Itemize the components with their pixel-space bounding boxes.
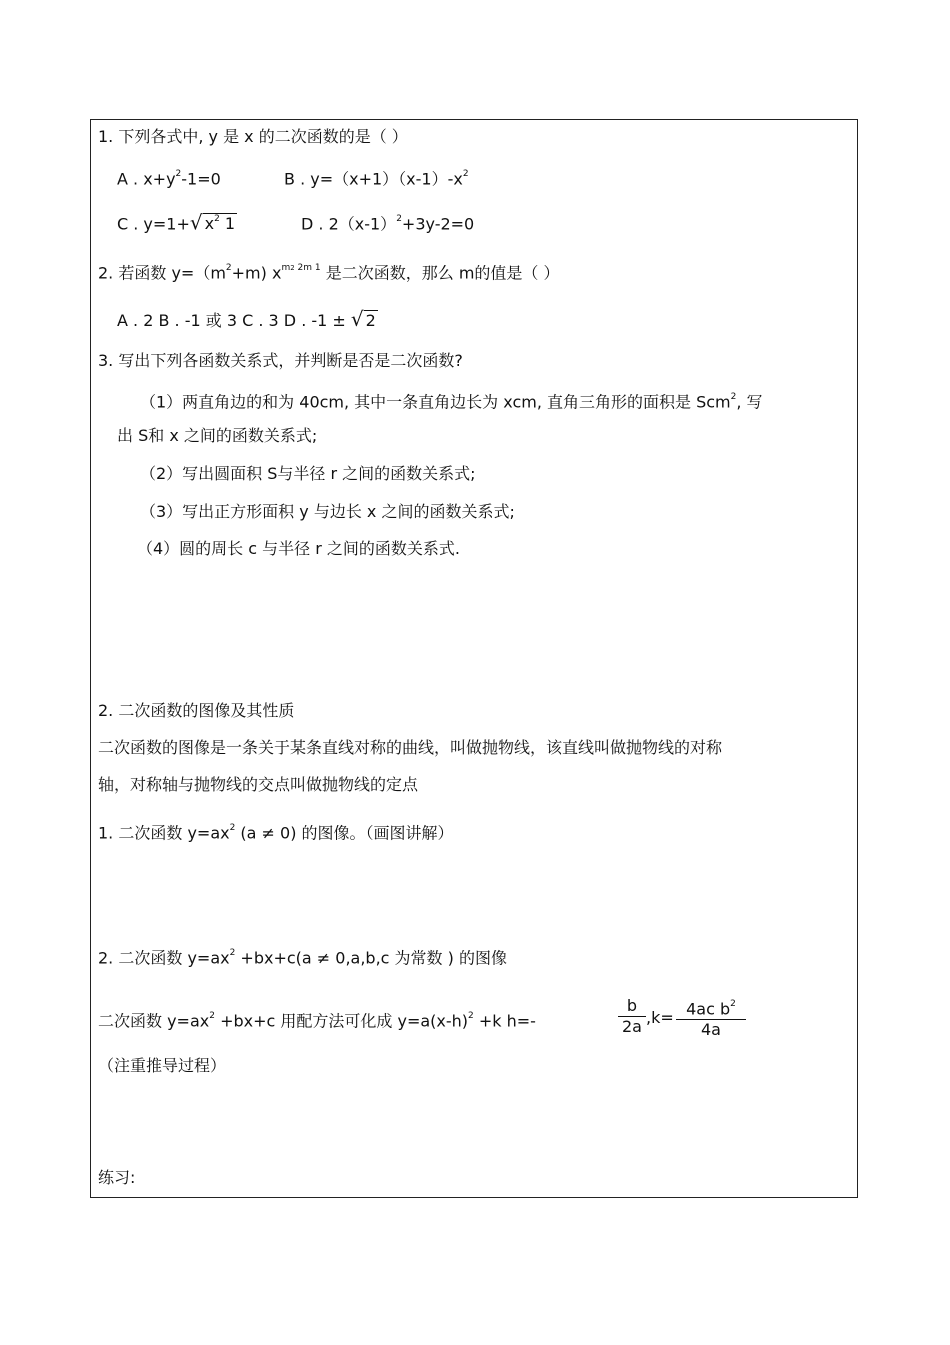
practice-label: 练习: [98,1168,136,1187]
q3-stem: 3. 写出下列各函数关系式，并判断是否是二次函数? [98,351,463,370]
h-numerator: b [626,996,638,1015]
q1-option-a: A . $x+y^2-1=0$ [117,169,221,189]
k-numerator: 4ac $b^2$ [686,999,736,1019]
k-fraction [676,996,746,1040]
h-denominator: 2a [618,1016,646,1037]
note: （注重推导过程） [98,1056,227,1075]
q3-part-2: （2）写出圆面积 S与半径 r 之间的函数关系式; [140,464,476,483]
h-fraction [618,996,646,1037]
q1-option-c: C . y=1+√ $x^2$ 1 [117,210,236,235]
k-label: ,k= [646,1008,674,1027]
q2-options: A . 2 B . -1 或 3 C . 3 D . -1 ± √ 2 [117,307,376,331]
section-desc-line2: 轴，对称轴与抛物线的交点叫做抛物线的定点 [98,775,419,794]
item-2: 2. 二次函数 $y=ax^2 +bx+c(a \ne 0,a,b,c$ 为常数 ) 的图像 [98,948,507,968]
q1-option-d: D . $2(x-1)^2+3y-2=0$ [301,214,475,234]
sqrt-symbol: √ $x^2$ 1 [189,210,236,235]
item-1: 1. 二次函数 $y=ax^2$ (a ≠ 0) 的图像。（画图讲解） [98,823,454,843]
q1-option-b: B . $y=(x+1)(x-1)-x^2$ [284,169,469,189]
section-desc-line1: 二次函数的图像是一条关于某条直线对称的曲线，叫做抛物线，该直线叫做抛物线的对称 [98,738,723,757]
q3-part-4: （4）圆的周长 c 与半径 r 之间的函数关系式. [137,539,460,558]
q2-stem: 2. 若函数 $y=(m^2+m)$ $x^{m2 2m 1}$ 是二次函数，那么 m的值是（ ） [98,263,560,283]
sqrt-symbol: √ 2 [350,307,376,331]
section-title: 2. 二次函数的图像及其性质 [98,701,295,720]
k-denominator: 4a [676,1019,746,1040]
q3-part-1-cont: 出 S和 x 之间的函数关系式; [117,426,318,445]
q3-part-3: （3）写出正方形面积 y 与边长 x 之间的函数关系式; [140,502,515,521]
vertex-form: 二次函数 $y=ax^2 +bx+c$ 用配方法可化成 $y=a(x-h)^2 +k$ h=- [98,1011,536,1031]
q3-part-1: （1）两直角边的和为 40cm, 其中一条直角边长为 xcm, 直角三角形的面积是 Scm$^2$, 写 [140,392,763,412]
q1-stem: 1. 下列各式中, y 是 x 的二次函数的是（ ） [98,127,408,146]
